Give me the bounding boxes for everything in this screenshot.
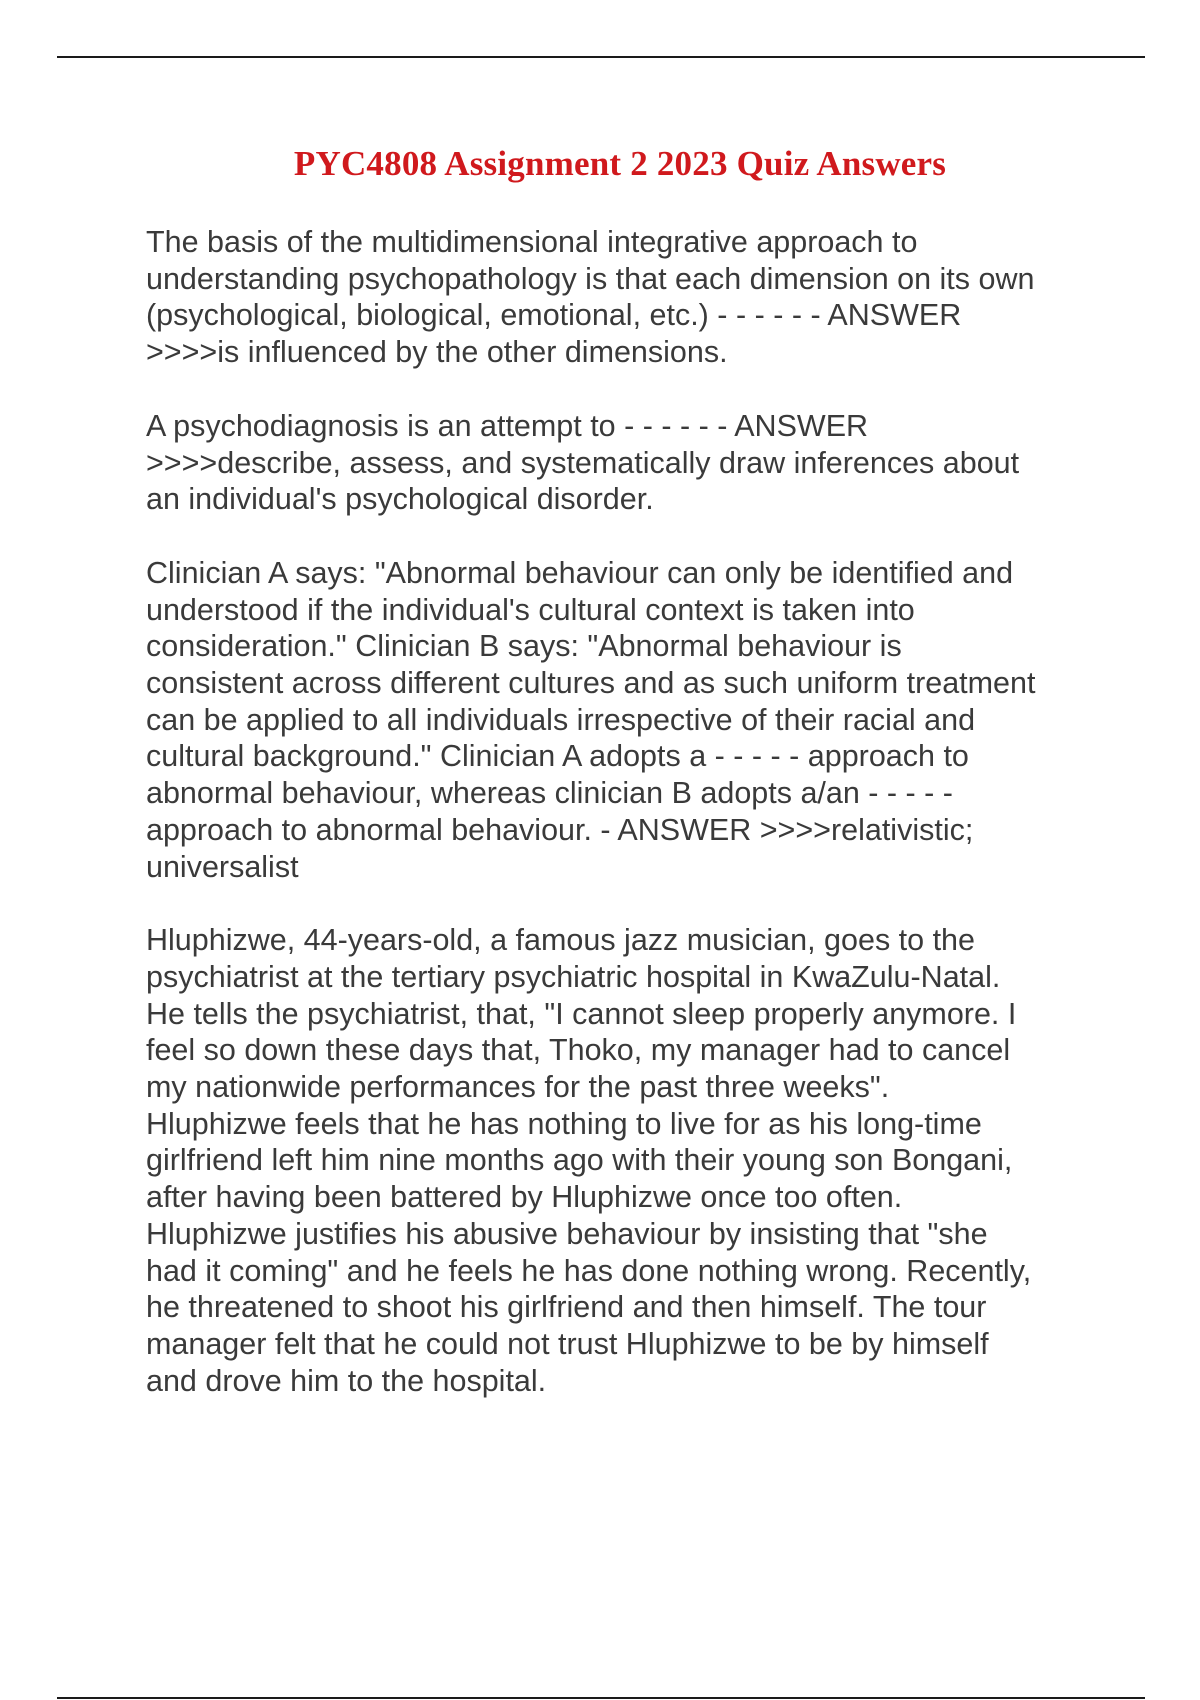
qa-item-1: The basis of the multidimensional integrative approach to understanding psychopathology is that each dimension on its own (psychological, biological, emotional, etc.) - - - - - - ANSWER >>>>is influenced by the other dimensions. xyxy=(146,225,1035,370)
qa-item-3: Clinician A says: "Abnormal behaviour can only be identified and understood if the individual's cultural context is taken into consideration." Clinician B says: "Abnormal behaviour is consistent across different cultures and as such uniform treatment can be applied to all individuals irrespective of their racial and cultural background." Clinician A adopts a - - - - - approach to abnormal behaviour, whereas clinician B adopts a/an - - - - - approach to abnormal behaviour. - ANSWER >>>>relativistic; universalist xyxy=(146,555,1036,884)
top-divider xyxy=(57,56,1145,58)
bottom-divider xyxy=(57,1697,1145,1699)
document-body xyxy=(146,224,1096,1436)
qa-item-2: A psychodiagnosis is an attempt to - - - - - - ANSWER >>>>describe, assess, and systematically draw inferences about an individual's psychological disorder. xyxy=(146,408,1020,517)
qa-item-4: Hluphizwe, 44-years-old, a famous jazz musician, goes to the psychiatrist at the tertiary psychiatric hospital in KwaZulu-Natal. He tells the psychiatrist, that, "I cannot sleep properly anymore. I feel so down these days that, Thoko, my manager had to cancel my nationwide performances for the past three weeks". Hluphizwe feels that he has nothing to live for as his long-time girlfriend left him nine months ago with their young son Bongani, after having been battered by Hluphizwe once too often. Hluphizwe justifies his abusive behaviour by insisting that "she had it coming" and he feels he has done nothing wrong. Recently, he threatened to shoot his girlfriend and then himself. The tour manager felt that he could not trust Hluphizwe to be by himself and drove him to the hospital. xyxy=(146,923,1032,1398)
document-title: PYC4808 Assignment 2 2023 Quiz Answers xyxy=(293,144,947,183)
